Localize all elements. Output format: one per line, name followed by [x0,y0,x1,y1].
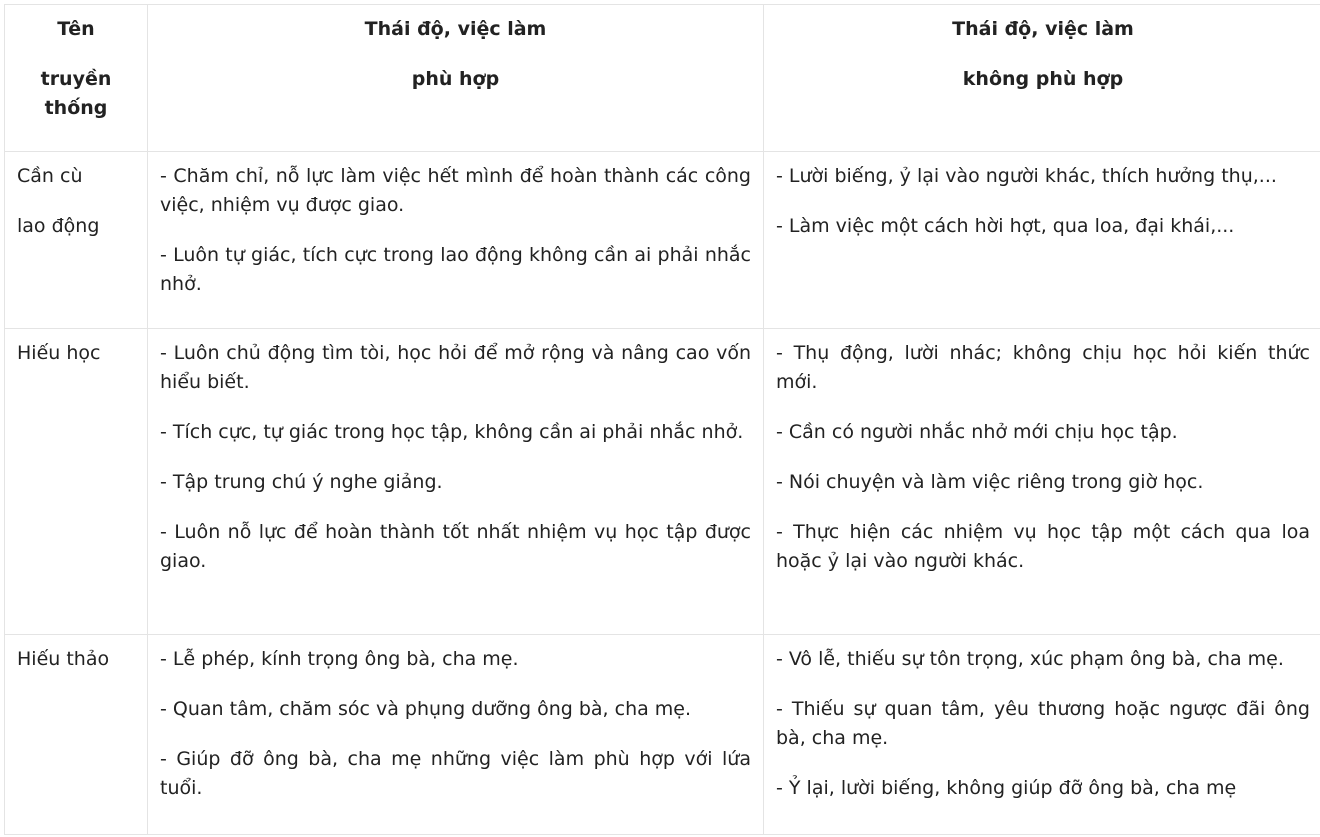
inappropriate-cell [764,329,1320,635]
inappropriate-item: - Làm việc một cách hời hợt, qua loa, đại khái,... [776,215,1235,237]
table-row [5,152,1320,329]
inappropriate-item: - Vô lễ, thiếu sự tôn trọng, xúc phạm ông bà, cha mẹ. [776,648,1284,670]
header-inappropriate-line2: không phù hợp [962,68,1124,90]
appropriate-item: - Chăm chỉ, nỗ lực làm việc hết mình để hoàn thành các công việc, nhiệm vụ được giao. [160,165,751,216]
tradition-name-cell [5,635,148,835]
appropriate-item: - Tích cực, tự giác trong học tập, không cần ai phải nhắc nhở. [160,421,744,443]
header-name-line2: truyền thống [40,68,112,119]
tradition-name-line: Cần cù [17,165,83,187]
header-cell-inappropriate [764,5,1320,152]
tradition-name-line: Hiếu học [17,342,101,364]
inappropriate-item: - Cần có người nhắc nhở mới chịu học tập. [776,421,1178,443]
traditions-table [4,4,1320,835]
header-cell-name [5,5,148,152]
appropriate-item: - Giúp đỡ ông bà, cha mẹ những việc làm phù hợp với lứa tuổi. [160,748,751,799]
table-row [5,329,1320,635]
header-name-line1: Tên [57,18,95,40]
appropriate-cell [148,635,764,835]
inappropriate-item: - Thiếu sự quan tâm, yêu thương hoặc ngược đãi ông bà, cha mẹ. [776,698,1310,749]
appropriate-item: - Luôn chủ động tìm tòi, học hỏi để mở rộng và nâng cao vốn hiểu biết. [160,342,751,393]
header-cell-appropriate [148,5,764,152]
header-appropriate-line2: phù hợp [411,68,500,90]
appropriate-item: - Luôn nỗ lực để hoàn thành tốt nhất nhiệm vụ học tập được giao. [160,521,751,572]
table-row [5,635,1320,835]
inappropriate-item: - Ỷ lại, lười biếng, không giúp đỡ ông bà, cha mẹ [776,777,1237,799]
inappropriate-item: - Nói chuyện và làm việc riêng trong giờ học. [776,471,1204,493]
appropriate-item: - Quan tâm, chăm sóc và phụng dưỡng ông bà, cha mẹ. [160,698,692,720]
header-inappropriate-line1: Thái độ, việc làm [952,18,1134,40]
tradition-name-cell [5,329,148,635]
appropriate-item: - Lễ phép, kính trọng ông bà, cha mẹ. [160,648,519,670]
inappropriate-item: - Lười biếng, ỷ lại vào người khác, thích hưởng thụ,... [776,165,1277,187]
inappropriate-cell [764,152,1320,329]
table-header-row [5,5,1320,152]
header-appropriate-line1: Thái độ, việc làm [364,18,547,40]
appropriate-item: - Tập trung chú ý nghe giảng. [160,471,443,493]
inappropriate-cell [764,635,1320,835]
appropriate-item: - Luôn tự giác, tích cực trong lao động không cần ai phải nhắc nhở. [160,244,751,295]
inappropriate-item: - Thực hiện các nhiệm vụ học tập một cách qua loa hoặc ỷ lại vào người khác. [776,521,1310,572]
tradition-name-cell [5,152,148,329]
tradition-name-line: lao động [17,215,100,237]
appropriate-cell [148,152,764,329]
tradition-name-line: Hiếu thảo [17,648,110,670]
inappropriate-item: - Thụ động, lười nhác; không chịu học hỏi kiến thức mới. [776,342,1310,393]
table-body [5,5,1320,835]
appropriate-cell [148,329,764,635]
